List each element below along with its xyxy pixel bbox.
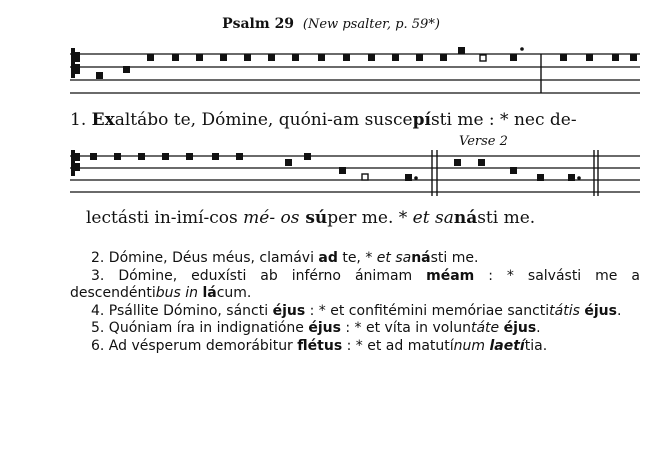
verse-text: num (453, 337, 486, 354)
psalm-title: Psalm 29 (222, 16, 295, 32)
verse-text: sti me. (430, 250, 479, 266)
verse-text: . (536, 320, 541, 336)
psalm-verse (70, 250, 640, 268)
verse-text: te, * (337, 250, 377, 266)
verse-text: éjus (272, 302, 306, 319)
page-title (0, 16, 662, 32)
verse-text: 4. Psállite Dómino, sáncti (91, 302, 273, 319)
lyric-bold: sú (299, 208, 328, 228)
verse-text: 6. Ad vésperum demorábitur (91, 337, 298, 354)
verse-text: táte (470, 320, 500, 336)
lyric-italic: et sa (412, 208, 454, 228)
verse-2-label: Verse 2 (459, 134, 508, 149)
verse-text: bus in (155, 285, 199, 301)
c-clef-icon (71, 48, 80, 78)
verse-text: 2. Dómine, Déus méus, clamávi (91, 250, 319, 266)
verse-text: méam (426, 267, 475, 284)
verse-text: : * et confitémini memóriae sancti (305, 302, 550, 319)
psalter-reference: (New psalter, p. 59*) (302, 17, 440, 32)
psalm-verses (70, 250, 640, 355)
verse-text: laetí (489, 337, 525, 354)
verse-text: lá (202, 285, 217, 301)
chant-staff-2 (0, 150, 662, 200)
verse-1-line-1 (70, 110, 577, 130)
lyric-italic: mé- os (243, 208, 300, 228)
verse-number: 1. (70, 110, 87, 130)
lyric-text: altábo te, Dómine, quóni-am susce (114, 110, 413, 130)
c-clef-icon (71, 150, 80, 176)
psalm-verse (70, 303, 640, 321)
lyric-text: sti me : * nec de- (430, 110, 577, 130)
psalm-verse (70, 338, 640, 356)
verse-text: flétus (297, 337, 343, 354)
chant-staff-1 (0, 40, 662, 100)
verse-text: 5. Quóniam íra in indignatióne (91, 320, 309, 336)
verse-text: : * et víta in volun (340, 320, 471, 336)
verse-text: . (616, 302, 622, 319)
lyric-text: sti me. (477, 208, 536, 228)
psalm-verse (70, 320, 640, 338)
verse-text: tia. (524, 337, 548, 354)
verse-text: et sa (376, 250, 412, 266)
verse-text: ad (318, 250, 338, 266)
verse-text: cum. (216, 285, 252, 301)
verse-text: : * et ad matutí (342, 337, 454, 354)
verse-text: éjus (308, 320, 341, 336)
verse-text: tátis (549, 302, 580, 319)
verse-text: éjus (584, 302, 617, 319)
verse-text: 3. Dómine, eduxísti ab inférno ánimam (91, 267, 427, 284)
lyric-bold: pí (412, 110, 431, 130)
lyric-text: per me. * (327, 208, 413, 228)
verse-1-line-2 (86, 208, 535, 228)
lyric-text: lectásti in-imí-cos (86, 208, 244, 228)
verse-text: ná (411, 250, 431, 266)
lyric-bold: ná (453, 208, 478, 228)
verse-text: : * salvásti me a descendénti (70, 267, 640, 301)
psalm-verse (70, 268, 640, 303)
verse-text: éjus (503, 320, 537, 336)
lyric-bold: Ex (91, 110, 115, 130)
